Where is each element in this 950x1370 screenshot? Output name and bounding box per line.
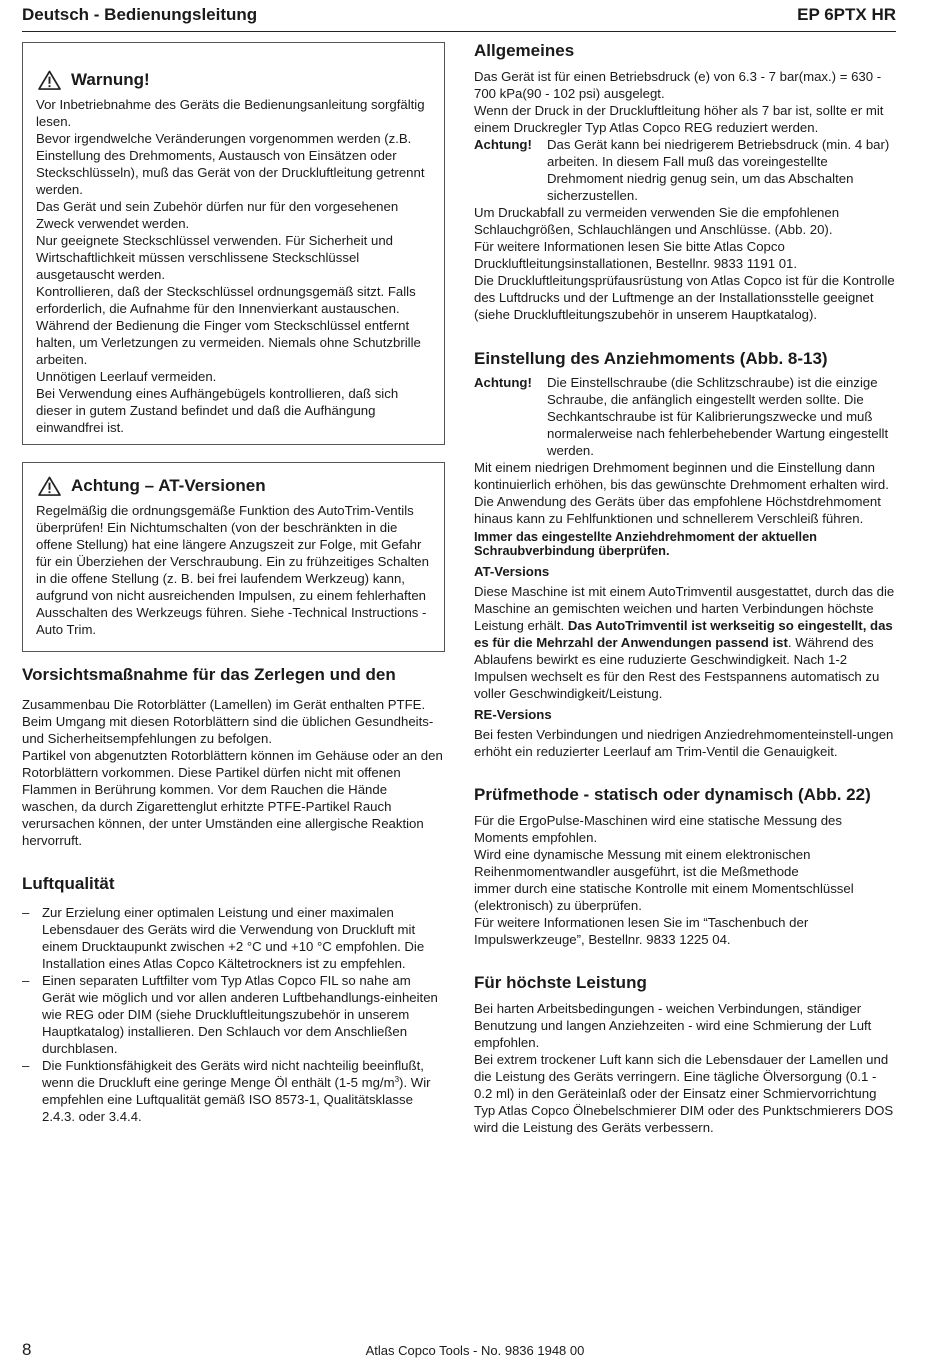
at-versions-box [22,462,445,652]
allgemeines-paragraph: Die Druckluftleitungsprüfausrüstung von Atlas Copco ist für die Kontrolle des Luftdrucks und der Luftmenge an der Installationsstelle geeignet (siehe Druckluftleitungszubehör in unserem Hauptkatalog). [474,273,895,322]
warning-paragraph: Bevor irgendwelche Veränderungen vorgenommen werden (z.B. Einstellung des Drehmoments, Austausch von Einsätzen oder Steckschlüsseln), muß das Gerät von der Druckluftleitung getrennt werden. [36,131,425,197]
einstellung-paragraph: Die Anwendung des Geräts über das empfohlene Höchstdrehmoment hinaus kann zu Fehlfunktionen und schnellerem Verschleiß führen. [474,494,881,526]
at-text: . Während des Ablaufens bewirkt es eine ruduzierte Geschwindigkeit. Nach 1-2 Impulsen wechselt es für den Rest des Festspannens automatisch zu voller Geschwindigkeit/Leistung. [474,635,880,701]
pruef-paragraph: immer durch eine statische Kontrolle mit einem Momentschlüssel (elektronisch) zu überprüfen. [474,881,854,913]
warning-paragraph: Das Gerät und sein Zubehör dürfen nur für den vorgesehenen Zweck verwendet werden. [36,199,399,231]
warning-box [22,42,445,445]
section-heading-vorsicht: Vorsichtsmaßnahme für das Zerlegen und den [22,665,396,684]
allgemeines-paragraph: Wenn der Druck in der Druckluftleitung höher als 7 bar ist, sollte er mit einem Druckregler Typ Atlas Copco REG reduziert werden. [474,103,884,135]
at-versions-title [36,476,431,496]
warning-title-text: Warnung! [71,70,150,89]
at-text-bold: Das AutoTrimventil ist werkseitig so eingestellt, das es für die Mehrzahl der Anwendungen passend ist [474,618,893,650]
einstellung-paragraph: Mit einem niedrigen Drehmoment beginnen und die Einstellung dann kontinuierlich erhöhen, bis das gewünschte Drehmoment erhalten wird. [474,460,889,492]
header-model: EP 6PTX HR [797,5,896,24]
pruef-paragraph: Für weitere Informationen lesen Sie im “Taschenbuch der Impulswerkzeuge”, Bestellnr. 9833 1225 04. [474,915,809,947]
note-text: Die Einstellschraube (die Schlitzschraube) ist die einzige Schraube, die anfänglich eingestellt werden sollte. Die Sechkantschraube ist für Kalibrierungszwecke und muß normalerweise nach fehlerbehebender Wartung eingestellt werden. [547,375,889,458]
footer-document-number: Atlas Copco Tools - No. 9836 1948 00 [365,1343,585,1358]
re-versions-paragraph: Bei festen Verbindungen und niedrigen Anziedrehmomenteinstell-ungen erhöht ein reduzierter Leerlauf am Trim-Ventil die Genauigkeit. [474,727,894,759]
warning-icon [38,476,61,496]
note-text: Das Gerät kann bei niedrigerem Betriebsdruck (min. 4 bar) arbeiten. In diesem Fall muß das voreingestellte Drehmoment niedrig genug sein, um das Abschalten sicherzustellen. [547,137,890,203]
at-versions-title-text: Achtung – AT-Versionen [71,476,266,495]
section-heading-luftqualitaet: Luftqualität [22,874,115,893]
at-text: Diese Maschine ist mit einem AutoTrimventil ausgestattet, durch das die Maschine an gemischten weichen und harten Verbindungen höchste Leistung erhält. [474,584,895,633]
right-column [474,40,898,1136]
note-label: Achtung! [474,137,532,152]
at-versions-heading: AT-Versions [474,564,550,579]
warning-icon [38,70,61,90]
re-versions-heading: RE-Versions [474,707,552,722]
allgemeines-paragraph: Für weitere Informationen lesen Sie bitte Atlas Copco Druckluftleitungsinstallationen, Bestellnr. 9833 1191 01. [474,239,798,271]
section-heading-hoechste-leistung: Für höchste Leistung [474,973,647,992]
list-item-text: ). Wir empfehlen eine Luftqualität gemäß ISO 8573-1, Qualitätsklasse 2.4.3. oder 3.4.4. [42,1075,431,1124]
einstellung-bold-note: Immer das eingestellte Anziehdrehmoment der aktuellen Schraubverbindung überprüfen. [474,529,818,558]
pruef-paragraph: Für die ErgoPulse-Maschinen wird eine statische Messung des Moments empfohlen. [474,813,842,845]
at-versions-paragraph [474,583,898,702]
warning-paragraph: Bei Verwendung eines Aufhängebügels kontrollieren, daß sich dieser in gutem Zustand befindet und daß die Aufhängung einwandfrei ist. [36,386,399,435]
list-item: – Zur Erzielung einer optimalen Leistung und einer maximalen Lebensdauer des Geräts wird die Verwendung von Druckluft mit einem Drucktaupunkt zwischen +2 °C und +10 °C empfohlen. Die Installation eines Atlas Copco Kältetrockners ist zu empfehlen. [22,904,445,972]
section-heading-pruefmethode: Prüfmethode - statisch oder dynamisch (Abb. 22) [474,785,871,804]
luftqualitaet-list [22,904,445,1125]
warning-paragraph: Nur geeignete Steckschlüssel verwenden. Für Sicherheit und Wirtschaftlichkeit müssen verschlissene Steckschlüssel ausgetauscht werden. [36,233,393,282]
allgemeines-note [474,136,898,204]
page-header [22,5,896,32]
section-heading-allgemeines: Allgemeines [474,41,575,60]
superscript-3: 3 [394,1075,400,1084]
header-title: Deutsch - Bedienungsleitung [22,5,258,24]
einstellung-note [474,374,898,459]
hoechste-paragraph: Bei harten Arbeitsbedingungen - weichen Verbindungen, ständiger Benutzung und langen Anziehzeiten - wird eine Schmierung der Luft empfohlen. [474,1001,872,1050]
allgemeines-paragraph: Um Druckabfall zu vermeiden verwenden Sie die empfohlenen Schlauchgrößen, Schlauchlängen und Anschlüsse. (Abb. 20). [474,205,840,237]
warning-paragraph: Kontrollieren, daß der Steckschlüssel ordnungsgemäß sitzt. Falls erforderlich, die Aufnahme für den Innenvierkant austauschen. [36,284,416,316]
list-item: – Einen separaten Luftfilter vom Typ Atlas Copco FIL so nahe am Gerät wie möglich und vor allen anderen Luftbehandlungs-einheiten wie REG oder DIM (siehe Druckluftleitungszubehör in unserem Hauptkatalog) installieren. Den Schlauch vor dem Anschließen durchblasen. [22,972,445,1057]
at-versions-text: Regelmäßig die ordnungsgemäße Funktion des AutoTrim-Ventils überprüfen! Ein Nichtumschalten (von der beschränkten in die offene Stellung) hat eine längere Anzugszeit zur Folge, mit Gefahr für ein Überziehen der Verschraubung. Ein zu frühzeitiges Schalten in die offene Stellung (z. B. bei frei laufendem Werkzeug) kann, aufgrund von nicht ausreichenden Impulsen, zu einem fehlerhaften Ausschalten des Werkzeugs führen. Siehe -Technical Instructions - Auto Trim. [36,503,429,637]
warning-paragraph: Vor Inbetriebnahme des Geräts die Bedienungsanleitung sorgfältig lesen. [36,97,425,129]
note-label: Achtung! [474,375,532,390]
section-heading-einstellung: Einstellung des Anziehmoments (Abb. 8-13) [474,349,828,368]
page-number: 8 [22,1340,32,1359]
warning-paragraph: Während der Bedienung die Finger vom Steckschlüssel entfernt halten, um Verletzungen zu vermeiden. Niemals ohne Schutzbrille arbeiten. [36,318,421,367]
warning-paragraph: Unnötigen Leerlauf vermeiden. [36,369,217,384]
pruef-paragraph: Wird eine dynamische Messung mit einem elektronischen Reihenmomentwandler ausgeführt, ist die Meßmethode [474,847,811,879]
allgemeines-paragraph: Das Gerät ist für einen Betriebsdruck (e) von 6.3 - 7 bar(max.) = 630 - 700 kPa(90 - 102 psi) ausgelegt. [474,69,882,101]
warning-title [36,70,431,90]
vorsicht-paragraph: Partikel von abgenutzten Rotorblättern können im Gehäuse oder an den Rotorblättern vorkommen. Diese Partikel dürfen nicht mit offenen Flammen in Berührung kommen. Vor dem Rauchen die Hände waschen, da durch Zigarettenglut erhitzte PTFE-Partikel Rauch verursachen können, der unter Umständen eine allergische Reaktion hervorruft. [22,748,443,848]
left-column [22,42,445,1125]
list-item-text: Die Funktionsfähigkeit des Geräts wird nicht nachteilig beeinflußt, wenn die Druckluft eine geringe Menge Öl enthält (1-5 mg/m [42,1058,424,1090]
list-item [22,1057,445,1125]
hoechste-paragraph: Bei extrem trockener Luft kann sich die Lebensdauer der Lamellen und die Leistung des Geräts verringern. Eine tägliche Ölversorgung (0.1 - 0.2 ml) in den Geräteinlaß oder der Einsatz einer Schmiervorrichtung Typ Atlas Copco Ölnebelschmierer DIM oder des Punktschmierers DOS wird die Leistung des Geräts verbessern. [474,1052,894,1135]
vorsicht-paragraph: Zusammenbau Die Rotorblätter (Lamellen) im Gerät enthalten PTFE. Beim Umgang mit diesen Rotorblättern sind die üblichen Gesundheits- und Sicherheitsempfehlungen zu befolgen. [22,697,434,746]
